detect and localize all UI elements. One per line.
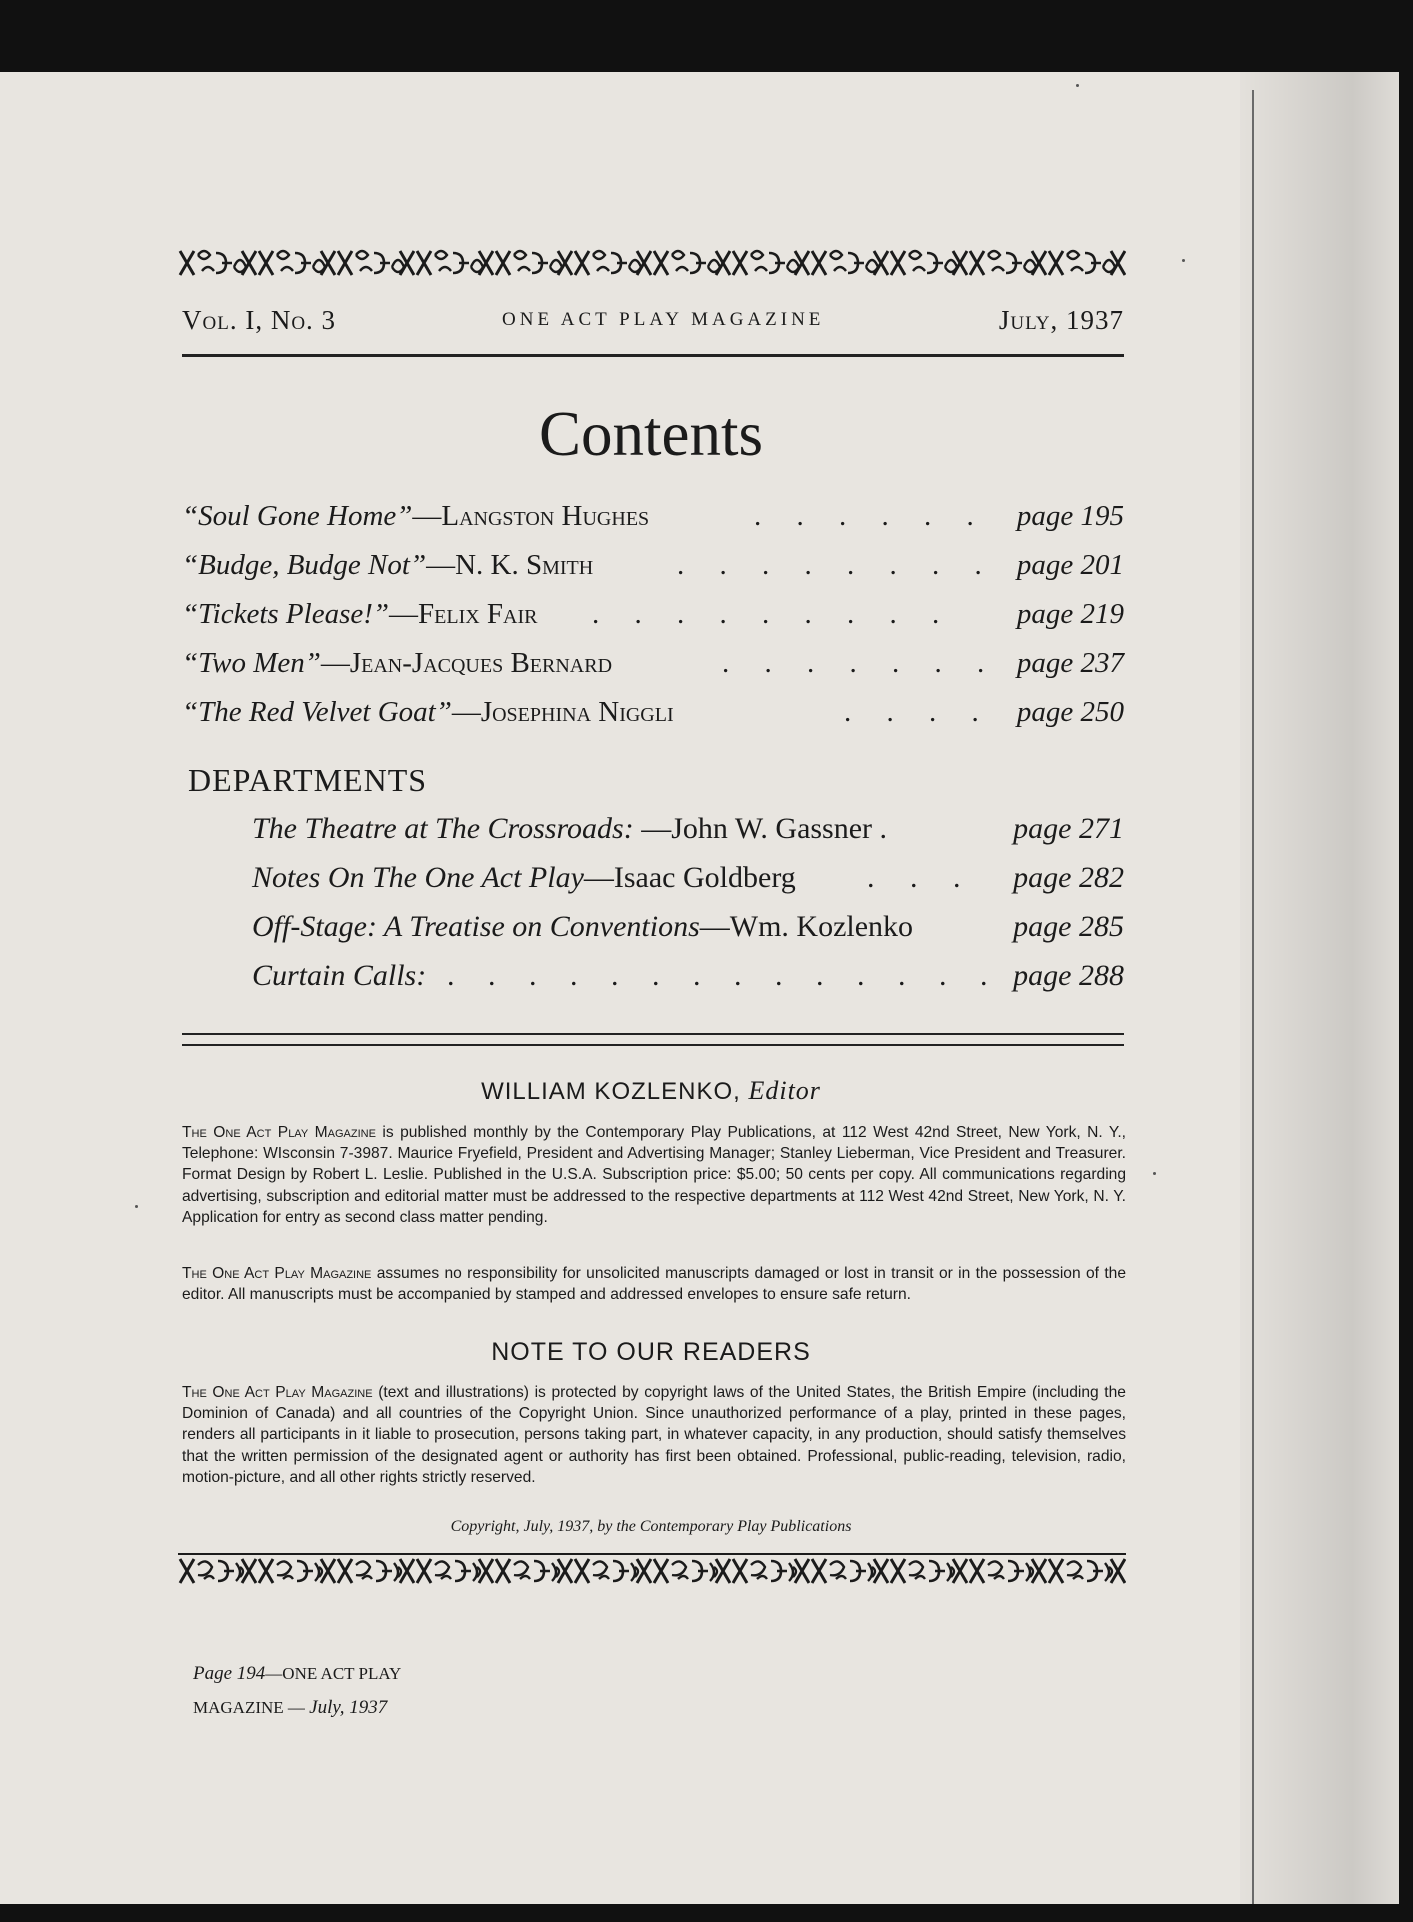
copyright-line: Copyright, July, 1937, by the Contemporary Play Publications [450,1518,852,1535]
toc-entry: “Soul Gone Home”—Langston Hughes . . . . . . page 195 [182,500,1124,532]
toc-entry: “Two Men”—Jean-Jacques Bernard . . . . . . . page 237 [182,647,1124,679]
department-entry: The Theatre at The Crossroads: —John W. Gassner . page 271 [252,812,1124,845]
page-number: page 237 [1016,647,1124,679]
issue-header [182,305,1124,345]
departments-heading: DEPARTMENTS [188,762,428,798]
page-number: page 285 [1013,910,1124,943]
page-number: page 195 [1016,500,1124,532]
page-number: page 282 [1013,861,1124,894]
footer-magazine-cont: MAGAZINE — [193,1698,310,1717]
footer-page: Page 194 [193,1663,266,1684]
paper-speck [1076,84,1079,87]
page-number: page 201 [1016,549,1124,581]
magazine-name: ONE ACT PLAY MAGAZINE [502,309,825,330]
header-rule [182,354,1124,357]
footer-magazine: —ONE ACT PLAY [265,1664,402,1683]
magazine-name-inline: The One Act Play Magazine [182,1384,373,1401]
paper-speck [1153,1172,1156,1175]
volume-number: Vol. I, No. 3 [182,305,337,335]
paper-speck [135,1205,138,1208]
page-number: page 271 [1013,812,1124,845]
play-author: N. K. Smith [455,549,594,581]
note-heading: NOTE TO OUR READERS [491,1338,811,1366]
dot-leader: . . . . . . . . . [592,598,954,630]
page-number: page 288 [1013,959,1124,992]
department-title: Curtain Calls: [252,959,427,992]
dot-leader: . . . . . . . [722,647,999,679]
dot-leader: . [879,812,888,845]
disclaimer-text: assumes no responsibility for unsolicited manuscripts damaged or lost in transit or in the possession of the editor. All manuscripts must be accompanied by stamped and addressed envelopes to ensure safe return. [182,1265,1126,1304]
play-author: Jean-Jacques Bernard [349,647,613,679]
paper-speck [1182,259,1185,262]
page-number: page 219 [1016,598,1124,630]
department-author: Wm. Kozlenko [729,910,914,943]
editor-name: WILLIAM KOZLENKO, [481,1078,741,1105]
department-title: Notes On The One Act Play [252,861,584,894]
scan-top-border [0,0,1413,80]
masthead-text: is published monthly by the Contemporary Play Publications, at 112 West 42nd Street, New York, N. Y., Telephone: WIsconsin 7-3987. Maurice Fryefield, President and Advertising Manager; Stanley Lieberman, Vice President and Treasurer. Format Design by Robert L. Leslie. Published in the U.S.A. Subscription price: $5.00; 50 cents per copy. All communications regarding advertising, subscription and editorial matter must be addressed to the respective departments at 112 West 42nd Street, New York, N. Y. Application for entry as second class matter pending. [182,1124,1126,1226]
toc-entry: “The Red Velvet Goat”—Josephina Niggli . . . . page 250 [182,696,1124,728]
dot-leader: . . . . [844,696,993,728]
dot-leader: . . . . . . . . . . . . . . [447,959,1001,992]
department-author: John W. Gassner [671,812,873,845]
disclaimer-paragraph [182,1263,1126,1305]
play-title: “Two Men” [182,647,321,679]
dot-leader: . . . . . . . . [677,549,996,581]
issue-date: July, 1937 [998,305,1124,335]
department-entry: Notes On The One Act Play—Isaac Goldberg . . . page 282 [252,861,1124,894]
ornament-border-bottom [178,1553,1126,1589]
scan-bottom-border [0,1904,1413,1922]
scan-right-border [1399,0,1413,1922]
ornament-border-top [178,245,1126,281]
play-title: “Tickets Please!” [182,598,390,630]
play-author: Felix Fair [418,598,538,630]
editor-role: Editor [748,1076,821,1105]
play-title: “Soul Gone Home” [182,500,413,532]
editor-credit [0,1076,1302,1106]
toc-entry: “Budge, Budge Not”—N. K. Smith . . . . . . . . page 201 [182,549,1124,581]
toc-entry: “Tickets Please!”—Felix Fair . . . . . . . . . page 219 [182,598,1124,630]
page-edge [1252,90,1254,1910]
magazine-name-inline: The One Act Play Magazine [182,1124,376,1141]
footer-line-1 [193,1657,401,1691]
department-entry: Off-Stage: A Treatise on Conventions—Wm. Kozlenko page 285 [252,910,1124,943]
double-rule [182,1033,1124,1046]
play-title: “The Red Velvet Goat” [182,696,452,728]
play-author: Josephina Niggli [480,696,674,728]
magazine-name-inline: The One Act Play Magazine [182,1265,372,1282]
page-number: page 250 [1016,696,1124,728]
department-entry [252,959,1124,1001]
play-author: Langston Hughes [441,500,650,532]
department-title: Off-Stage: A Treatise on Conventions [252,910,700,943]
dot-leader: . . . [867,861,975,894]
department-title: The Theatre at The Crossroads: [252,812,634,845]
page-curl-shadow [1240,72,1400,1922]
note-text: (text and illustrations) is protected by copyright laws of the United States, the British Empire (including the Dominion of Canada) and all countries of the Copyright Union. Since unauthorized performance of a play, printed in these pages, renders all participants in it liable to prosecution, persons taking part, in whatever capacity, in any production, should satisfy themselves that the written permission of the designated agent or authority has first been obtained. Professional, public-reading, television, radio, motion-picture, and all other rights strictly reserved. [182,1384,1126,1486]
play-title: “Budge, Budge Not” [182,549,427,581]
masthead-paragraph [182,1122,1126,1228]
note-paragraph [182,1382,1126,1488]
dot-leader: . . . . . . [754,500,988,532]
footer-date: July, 1937 [309,1697,388,1718]
department-author: Isaac Goldberg [613,861,796,894]
footer-line-2 [193,1691,401,1725]
page-footer [193,1657,401,1725]
contents-title: Contents [538,399,763,469]
